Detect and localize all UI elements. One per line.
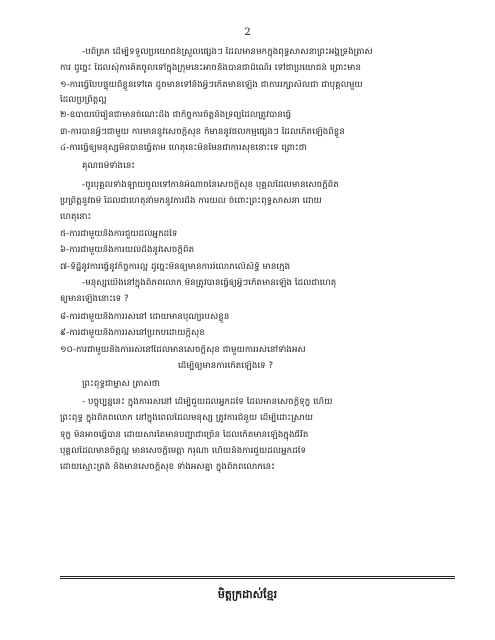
text-line: ឲ្យមានឡើងនោះទេ ? — [60, 294, 129, 304]
text-line: - បច្ចុប្បន្ននេះ ក្នុងការរស់នៅ ដើម្បីជួយដល់អ្នកដទៃ ដែលមានសេចក្តីទុក្ខ ហើយ — [82, 397, 333, 407]
text-line: -មនុស្សយើងនៅក្នុងពិភពលោក មិនត្រូវបានធ្វើឲ្យអ្វីៗកើតមានឡើង ដែលជាហេតុ — [82, 278, 337, 288]
text-line: ២-ឧបាយបើរៀនជាមានចំណេះដឹង​ ជាកិច្ចការចិត្តនិងទ្រព្យដែលត្រូវបានធ្វើ — [60, 110, 292, 120]
footer-rule-double — [60, 578, 455, 579]
text-line: ១០-ការ​ជាមួយនឹងការរស់នៅដែលមានសេចក្តីសុខ ជាមួយការរស់នៅទាំងអស់ — [60, 345, 306, 355]
text-line: ព្រះពុទ្ធជាម្ចាស់ ត្រាស់ថា — [82, 379, 161, 389]
text-line: ៤-ការធ្វើឲ្យមនុស្សមិនបានធ្វើតាម ​ហេតុនេះមិនមែនជាការសុខនោះទេ​ ព្រោះថា — [60, 143, 308, 153]
text-line: ៥-ការ​ជាមួយនឹងការជួយដល់អ្នកដទៃ — [60, 229, 178, 239]
text-line: គុណធម៌ទាំងនេះ — [82, 161, 136, 171]
text-line: ដោយស្មោះត្រង់ និងមានសេចក្តីសុខ ទាំងអស់គ្នា ក្នុងពិភពលោកនេះ — [60, 462, 275, 472]
text-line: -ចូរបុគ្គលទាំងឡាយចូលទៅកាន់អំណាចនៃសេចក្តីសុខ​ បុគ្គលដែលមានសេចក្តីពិត — [82, 180, 339, 190]
text-line: ប្រព្រឹត្តនូវធម៌ ដែលជាហេតុនាំមកនូវការដឹង ការយល់ ចំពោះព្រះពុទ្ធសាសនា ដោយ — [60, 196, 322, 206]
text-line: បុគ្គលដែលមានចិត្តល្អ មានសេចក្តីមេត្តា ករុណា ហើយនិងការជួយដល់អ្នកដទៃ — [60, 446, 307, 456]
text-line: ៦-ការ​ជាមួយនឹងការយល់ដឹងនូវសេចក្តីពិត — [60, 245, 195, 255]
footer-rule — [60, 576, 455, 577]
text-line: -បពិត្រភ​ ដើម្បីទទួលប្រយោជន៍ស្រួលផ្សេងៗ ដែលមានមកក្នុងពុទ្ធសាសនា​ព្រះអង្គទ្រង់ត្រាស់ — [82, 47, 373, 57]
text-line: ព្រះពុទ្ធ ក្នុងពិភពលោក នៅក្នុងពេលដែលមនុស្ស ត្រូវការជំនួយ​ ដើម្បីដោះស្រាយ — [60, 413, 314, 423]
text-line: ៧-ទិដ្ឋិនូវការធ្វើនូវកិច្ចការល្អ ដូច្នេះ​មិនឲ្យមានការរំលោភលើសិទ្ធិ មានក្មេង — [60, 262, 291, 272]
text-line: ហេតុនោះ — [60, 212, 92, 222]
text-line: ទុក្ខ មិនអាចធ្វើបាន ដោយសារតែមានបញ្ហាជាច្រើន ដែលកើតមានឡើងក្នុងជីវិត — [60, 430, 309, 440]
text-line: ៩-ការ​ជាមួយនឹងការរស់នៅប្រកបដោយក្តីសុខ — [60, 328, 205, 338]
text-line: ការ ដូច្នេះ​ ដែលសុំការគិតចូលទៅក្នុងក្រុមនេះអាចនឹងបានជាដំណើរ​ ទៅជាប្រយោជន៍ ព្រោះមាន — [60, 63, 362, 73]
text-line: ៨-ការ​ជាមួយនឹងការរស់នៅ ដោយមានបុណ្យរបស់ខ្លួន — [60, 312, 230, 322]
text-line: ដើម្បីឲ្យមានការកើតឡើងទេ ? — [178, 361, 274, 371]
footer-title: មិត្តក្រដាស់ខ្មែរ — [217, 588, 278, 601]
text-line: ១-ការធ្វើបែបផ្ទុយពីខ្លួនទៅគេ ដូចមានទៅនឹងអ្វីៗកើតមានឡើង​ ជាការរក្សាសីលជា ជាបុគ្គលមួយ — [60, 80, 363, 90]
page-number: 2 — [244, 27, 251, 38]
text-line: ដែលប្រព្រឹត្តល្អ — [60, 95, 107, 105]
text-line: ៣-ការបានអ្វីៗជាមួយ ការមាននូវសេចក្តីសុខ ក៏មាននូវផលកម្មផ្សេងៗ​ ដែលកើតឡើងពីខ្លួន — [60, 127, 345, 137]
